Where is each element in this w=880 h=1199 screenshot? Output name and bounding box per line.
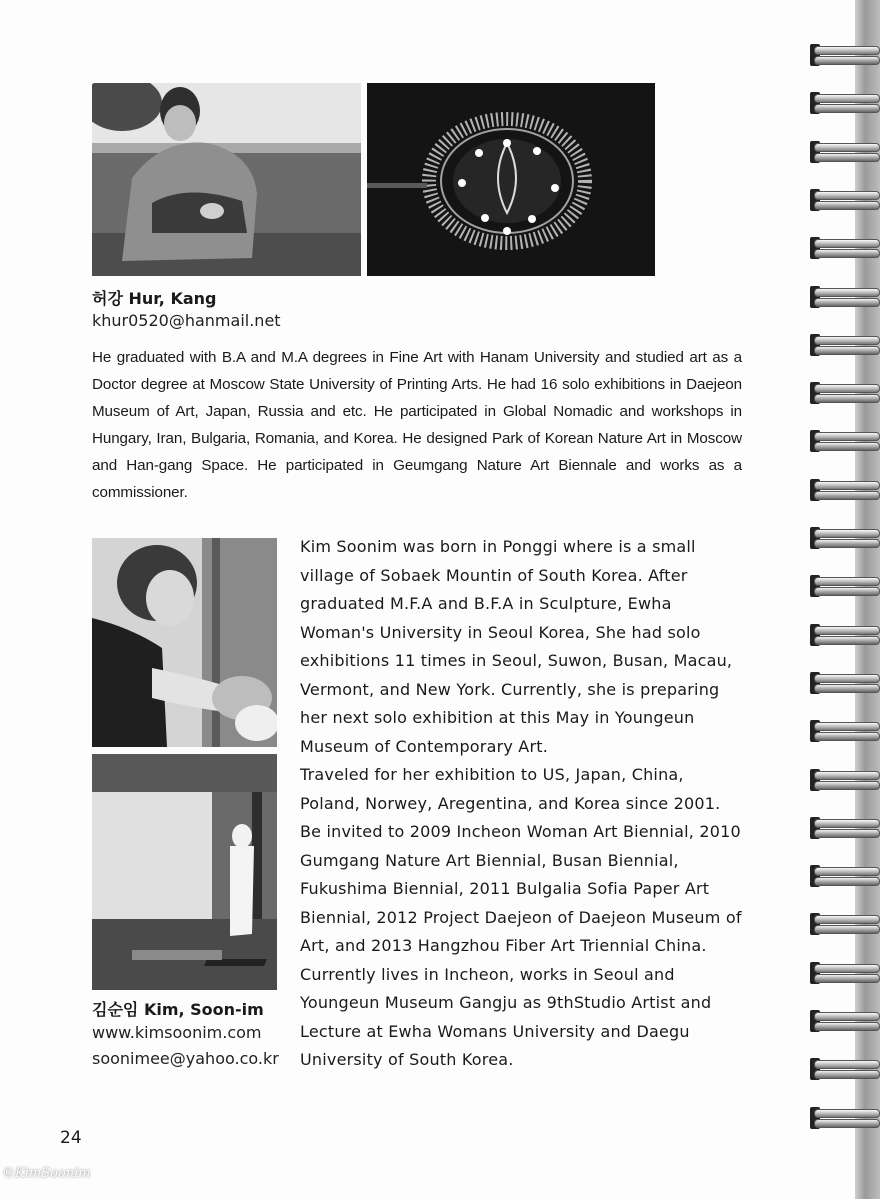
watermark: ©KimSoonim [2,1166,91,1181]
artist2-bio-paragraph: Currently lives in Incheon, works in Seoul and Youngeun Museum Gangju as 9thStudio Artist and Lecture at Ewha Womans University and Daegu University of South Korea. [300,964,712,1069]
binding-coil [810,1056,880,1082]
page-number: 24 [60,1128,82,1148]
binding-coil [810,235,880,261]
binding-coil [810,767,880,793]
binding-coil [810,139,880,165]
binding-coil [810,477,880,503]
binding-coil [810,863,880,889]
artist2-website[interactable]: www.kimsoonim.com [92,1023,262,1042]
binding-coil [810,525,880,551]
binding-coil [810,428,880,454]
binding-coil [810,380,880,406]
binding-coil [810,718,880,744]
binding-coil [810,670,880,696]
artist2-bio-paragraph: Kim Soonim was born in Ponggi where is a small village of Sobaek Mountin of South Korea. After graduated M.F.A and B.F.A in Sculpture, Ewha Woman's University in Seoul Korea, She had solo exhibitions 11 times in Seoul, Suwon, Busan, Macau, Vermont, and New York. Currently, she is preparing her next solo exhibition at this May in Youngeun Museum of Contemporary Art. [300,537,733,756]
binding-coil [810,622,880,648]
binding-coil [810,1008,880,1034]
artist2-email[interactable]: soonimee@yahoo.co.kr [92,1049,279,1068]
artist1-name: 허강 Hur, Kang [92,289,217,308]
artist2-name: 김순임 Kim, Soon-im [92,1000,264,1019]
artist1-email[interactable]: khur0520@hanmail.net [92,311,281,330]
binding-coil [810,332,880,358]
binding-coil [810,284,880,310]
binding-coil [810,42,880,68]
artist1-portrait-photo [92,83,361,276]
artist2-biography [300,533,742,1075]
binding-coil [810,911,880,937]
artist1-artwork-photo [367,83,655,276]
binding-coil [810,815,880,841]
binding-coil [810,1105,880,1131]
artist2-artwork-photo [92,754,277,990]
artist2-bio-paragraph: Traveled for her exhibition to US, Japan, China, Poland, Norwey, Aregentina, and Korea since 2001. Be invited to 2009 Incheon Woman Art Biennial, 2010 Gumgang Nature Art Biennial, Busan Biennial, Fukushima Biennial, 2011 Bulgalia Sofia Paper Art Biennial, 2012 Project Daejeon of Daejeon Museum of Art, and 2013 Hangzhou Fiber Art Triennial China. [300,765,742,955]
binding-coil [810,573,880,599]
binding-coil [810,960,880,986]
binding-coil [810,187,880,213]
artist2-portrait-photo [92,538,277,747]
artist1-biography: He graduated with B.A and M.A degrees in Fine Art with Hanam University and studied art as a Doctor degree at Moscow State University of Printing Arts. He had 16 solo exhibitions in Daejeon Museum of Art, Japan, Russia and etc. He participated in Global Nomadic and workshops in Hungary, Iran, Bulgaria, Romania, and Korea. He designed Park of Korean Nature Art in Moscow and Han-gang Space. He participated in Geumgang Nature Art Biennale and works as a commissioner. [92,349,742,501]
binding-coil [810,90,880,116]
